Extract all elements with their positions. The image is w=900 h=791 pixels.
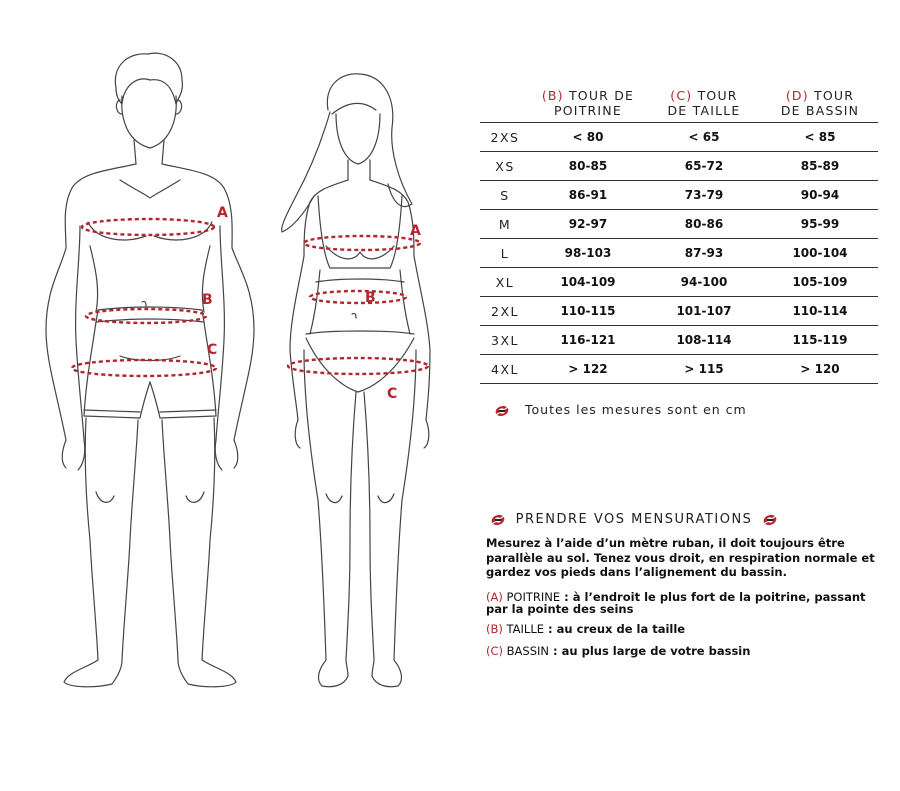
header-line1: TOUR — [697, 88, 738, 103]
table-row — [480, 297, 878, 326]
table-row — [480, 152, 878, 181]
header-line2: DE BASSIN — [780, 103, 860, 118]
cell-size: L — [480, 239, 530, 268]
cell-bassin: 95-99 — [762, 210, 878, 239]
female-chest-measure — [304, 236, 420, 250]
cell-poitrine: < 80 — [530, 123, 646, 152]
cell-taille: 108-114 — [646, 326, 762, 355]
table-row — [480, 268, 878, 297]
guide-item-taille — [486, 623, 886, 635]
guide-item-code: (C) — [486, 644, 504, 658]
female-label-c: C — [387, 386, 398, 402]
cell-poitrine: 92-97 — [530, 210, 646, 239]
cell-poitrine: 98-103 — [530, 239, 646, 268]
header-code: (D) — [785, 88, 809, 103]
guide-title — [486, 512, 782, 527]
brand-swirl-icon — [494, 404, 510, 418]
cell-taille: 80-86 — [646, 210, 762, 239]
male-label-b: B — [202, 292, 213, 308]
header-code: (B) — [541, 88, 564, 103]
table-row — [480, 210, 878, 239]
cell-size: 4XL — [480, 355, 530, 384]
cell-taille: > 115 — [646, 355, 762, 384]
male-label-a: A — [217, 205, 228, 221]
guide-item-code: (B) — [486, 622, 503, 636]
header-size — [480, 88, 530, 123]
header-line1: TOUR — [814, 88, 855, 103]
male-label-c: C — [207, 342, 218, 358]
cell-bassin: 90-94 — [762, 181, 878, 210]
brand-swirl-icon — [490, 513, 506, 527]
guide-item-bassin — [486, 645, 886, 657]
male-hip-measure — [72, 360, 216, 376]
table-row — [480, 181, 878, 210]
cell-poitrine: 86-91 — [530, 181, 646, 210]
cell-bassin: < 85 — [762, 123, 878, 152]
female-waist-measure — [310, 291, 406, 303]
cell-poitrine: 80-85 — [530, 152, 646, 181]
cell-size: 2XL — [480, 297, 530, 326]
cell-size: M — [480, 210, 530, 239]
cell-taille: 94-100 — [646, 268, 762, 297]
header-poitrine — [530, 88, 646, 123]
cell-bassin: > 120 — [762, 355, 878, 384]
guide-title-text: PRENDRE VOS MENSURATIONS — [515, 512, 753, 527]
guide-item-name: BASSIN — [506, 644, 550, 658]
cell-size: 2XS — [480, 123, 530, 152]
cell-poitrine: 104-109 — [530, 268, 646, 297]
size-chart-table — [480, 88, 878, 384]
guide-item-poitrine — [486, 591, 886, 615]
guide-item-name: POITRINE — [506, 590, 561, 604]
table-row — [480, 239, 878, 268]
cell-poitrine: > 122 — [530, 355, 646, 384]
cell-bassin: 105-109 — [762, 268, 878, 297]
cell-size: S — [480, 181, 530, 210]
cell-bassin: 100-104 — [762, 239, 878, 268]
header-bassin — [762, 88, 878, 123]
guide-intro: Mesurez à l’aide d’un mètre ruban, il doit toujours être parallèle au sol. Tenez vous droit, en respiration normale et gardez vos pieds dans l’alignement du bassin. — [486, 536, 875, 579]
cell-poitrine: 116-121 — [530, 326, 646, 355]
cell-poitrine: 110-115 — [530, 297, 646, 326]
female-label-a: A — [410, 223, 421, 239]
cell-size: XS — [480, 152, 530, 181]
cell-bassin: 110-114 — [762, 297, 878, 326]
cell-bassin: 115-119 — [762, 326, 878, 355]
header-line2: DE TAILLE — [667, 103, 741, 118]
female-hip-measure — [288, 358, 428, 374]
cell-taille: 87-93 — [646, 239, 762, 268]
header-line2: POITRINE — [554, 103, 622, 118]
cell-bassin: 85-89 — [762, 152, 878, 181]
female-figure — [282, 74, 430, 687]
header-taille — [646, 88, 762, 123]
cell-taille: 101-107 — [646, 297, 762, 326]
male-chest-measure — [82, 219, 214, 235]
table-row — [480, 355, 878, 384]
guide-item-desc: : au plus large de votre bassin — [549, 644, 751, 658]
guide-item-desc: : à l’endroit le plus fort de la poitrine, passant par la pointe des seins — [486, 590, 866, 616]
table-row — [480, 123, 878, 152]
header-code: (C) — [670, 88, 693, 103]
cell-taille: < 65 — [646, 123, 762, 152]
cell-size: XL — [480, 268, 530, 297]
table-row — [480, 326, 878, 355]
units-note-text: Toutes les mesures sont en cm — [524, 402, 747, 417]
cell-taille: 73-79 — [646, 181, 762, 210]
units-note — [494, 402, 747, 418]
cell-taille: 65-72 — [646, 152, 762, 181]
cell-size: 3XL — [480, 326, 530, 355]
guide-item-desc: : au creux de la taille — [544, 622, 686, 636]
header-line1: TOUR DE — [568, 88, 635, 103]
brand-swirl-icon — [762, 513, 778, 527]
table-header-row — [480, 88, 878, 123]
guide-item-name: TAILLE — [506, 622, 545, 636]
female-label-b: B — [365, 290, 376, 306]
guide-item-code: (A) — [486, 590, 503, 604]
